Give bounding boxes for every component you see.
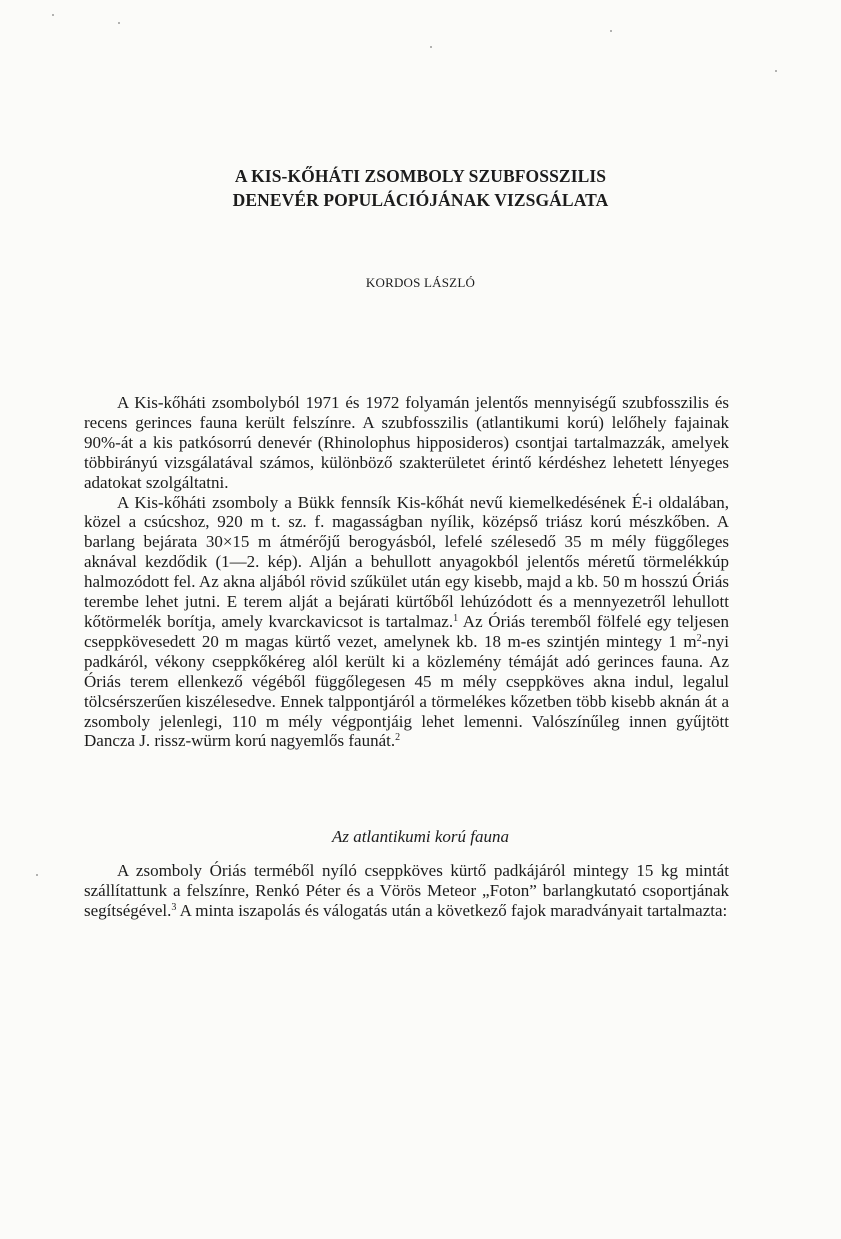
section-heading: Az atlantikumi korú fauna — [331, 827, 510, 846]
paragraph-2 — [84, 493, 729, 752]
paragraph-2-part-b: Az Óriás teremből fölfelé egy teljesen cseppkövesedett 20 m magas kürtő vezet, amelynek kb. 18 m-es szintjén mintegy 1 m — [84, 611, 729, 651]
article-title — [0, 164, 841, 212]
scan-speck — [610, 30, 612, 32]
footnote-ref-2[interactable]: 2 — [395, 732, 401, 744]
paragraph-2-part-c: -nyi padkáról, vékony cseppkőkéreg alól került ki a közlemény témáját adó gerinces fauna. Az Óriás terem ellenkező végéből függőlegesen 45 m mély cseppköves akna indul, legalul tölcsérszerűen kiszélesedve. Ennek talppontjáról a törmelékes kőzetben több kisebb aknán át a zsomboly jelenlegi, 110 m mély végpontjáig lehet lemenni. Valószínűleg innen gyűjtött Dancza J. rissz-würm korú nagyemlős faunát. — [84, 631, 729, 751]
footnote-ref-3[interactable]: 3 — [171, 901, 177, 913]
paragraph-3-part-b: A minta iszapolás és válogatás után a következő fajok maradványait tartalmazta: — [176, 900, 728, 920]
paragraph-1: A Kis-kőháti zsombolyból 1971 és 1972 folyamán jelentős mennyiségű szubfosszilis és recens gerinces fauna került felszínre. A szubfosszilis (atlantikumi korú) lelőhely fajainak 90%-át a kis patkósorrú denevér (Rhinolophus hipposideros) csontjai tartalmazzák, amelyek többirányú vizsgálatával számos, különböző szakterületet érintő kérdéshez lehetett lényeges adatokat szolgáltatni. — [84, 393, 729, 492]
paragraph-3 — [84, 861, 729, 921]
title-line-1: A KIS-KŐHÁTI ZSOMBOLY SZUBFOSSZILIS — [234, 166, 607, 186]
body-text — [84, 393, 729, 751]
scan-speck — [118, 22, 120, 24]
body-text-section — [84, 861, 729, 921]
title-line-2: DENEVÉR POPULÁCIÓJÁNAK VIZSGÁLATA — [232, 190, 609, 210]
scan-speck — [52, 14, 54, 16]
paragraph-3-part-a: A zsomboly Óriás terméből nyíló cseppköves kürtő padkájáról mintegy 15 kg mintát szállítattunk a felszínre, Renkó Péter és a Vörös Meteor „Foton” barlangkutató csoportjának segítségével. — [84, 861, 729, 920]
scan-speck — [36, 874, 38, 876]
footnote-ref-1[interactable]: 1 — [453, 612, 459, 624]
superscript-squared: 2 — [696, 632, 702, 644]
scan-speck — [430, 46, 432, 48]
paragraph-2-part-a: A Kis-kőháti zsomboly a Bükk fennsík Kis-kőhát nevű kiemelkedésének É-i oldalában, közel a csúcshoz, 920 m t. sz. f. magasságban nyílik, középső triász korú mészkőben. A barlang bejárata 30×15 m átmérőjű berogyásból, lefelé szélesedő 35 m mély függőleges aknával kezdődik (1—2. kép). Alján a behullott anyagokból jelentős méretű törmelékkúp halmozódott fel. Az akna aljából rövid szűkület után egy kisebb, majd a kb. 50 m hosszú Óriás terembe lehet jutni. E terem alját a bejárati kürtőből lehúzódott és a mennyezetről lehullott kőtörmelék borítja, amely kvarckavicsot is tartalmaz. — [84, 492, 729, 631]
scan-speck — [775, 70, 777, 72]
author-name: KORDOS LÁSZLÓ — [365, 275, 476, 290]
